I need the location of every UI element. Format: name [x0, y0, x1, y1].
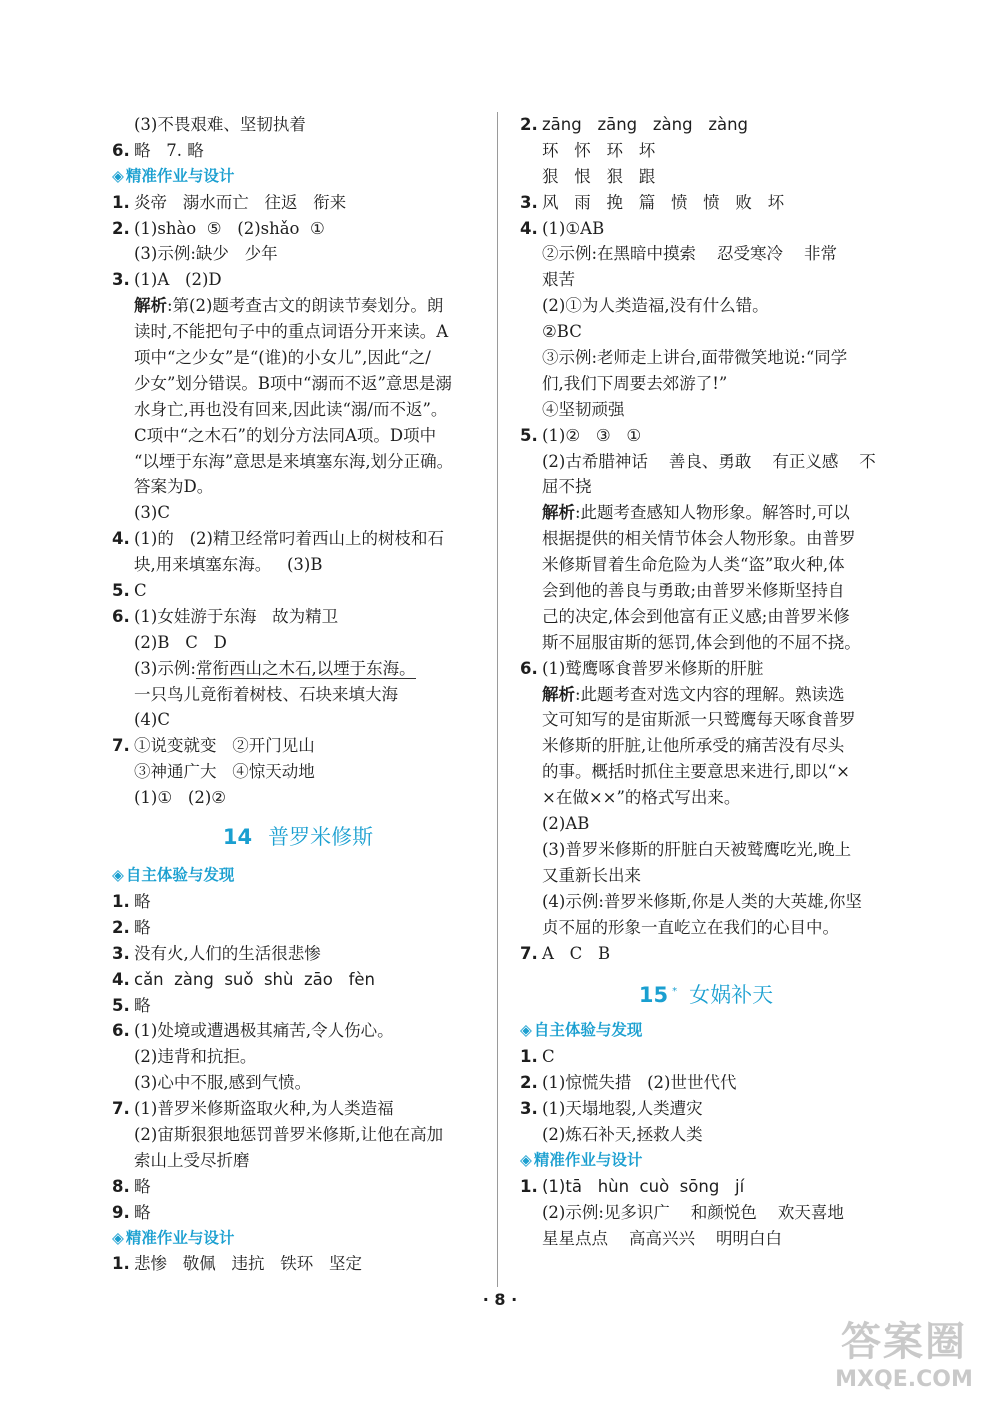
column-divider — [497, 112, 498, 1287]
answer-line — [520, 1044, 892, 1070]
question-number: 7. — [520, 943, 538, 963]
text-line: 狠 恨 狠 跟 — [542, 166, 656, 186]
underlined-text: 常衔西山之木石,以堙于东海。 — [195, 658, 416, 678]
answer-text: (1)天塌地裂,人类遭灾 — [542, 1099, 703, 1119]
text-line: C项中“之木石”的划分方法同A项。D项中 — [134, 425, 437, 445]
text-line: 水身亡,再也没有回来,因此读“溺/而不返”。 — [134, 399, 448, 419]
explanation-text: :第(2)题考查古文的朗读节奏划分。朗 — [167, 296, 444, 316]
text-line: 的事。概括时抓住主要意思来进行,即以“× — [542, 762, 851, 782]
answer-line — [520, 190, 892, 216]
text-line: (2)AB — [542, 814, 590, 834]
question-number: 2. — [112, 917, 130, 937]
text-line: (4)C — [134, 710, 170, 730]
diamond-icon: ◈ — [112, 166, 124, 185]
right-column — [520, 112, 892, 1251]
answer-text: (1)处境或遭遇极其痛苦,令人伤心。 — [134, 1021, 394, 1041]
question-number: 4. — [520, 218, 538, 238]
question-number: 7. — [112, 736, 130, 756]
answer-line — [112, 1174, 484, 1200]
question-number: 3. — [520, 1099, 538, 1119]
text-line: (2)炼石补天,拯救人类 — [542, 1124, 703, 1144]
lesson-number: 15 — [638, 983, 669, 1008]
explanation-text: :此题考查感知人物形象。解答时,可以 — [575, 503, 850, 523]
text-line: (3)C — [134, 503, 170, 523]
pinyin-answer: (1)tā hùn cuò sōng jí — [542, 1176, 745, 1196]
answer-text: 略 — [134, 891, 151, 911]
diamond-icon: ◈ — [520, 1021, 532, 1040]
section-heading-text: 自主体验与发现 — [125, 866, 235, 885]
answer-text: (1)A (2)D — [134, 270, 222, 290]
text-line: 答案为D。 — [134, 477, 214, 497]
explanation-label: 解析 — [542, 684, 575, 704]
question-number: 2. — [520, 1073, 538, 1093]
answer-line — [520, 941, 892, 967]
question-number: 1. — [520, 1176, 538, 1196]
diamond-icon: ◈ — [112, 1228, 124, 1247]
answer-text: 略 7. 略 — [134, 140, 204, 160]
diamond-icon: ◈ — [112, 866, 124, 885]
text-line: 环 怀 环 坏 — [542, 140, 656, 160]
lesson-title — [520, 966, 892, 1018]
answer-text: 风 雨 挽 篇 愤 愤 败 坏 — [542, 192, 785, 212]
question-number: 4. — [112, 529, 130, 549]
answer-text: 没有火,人们的生活很悲惨 — [134, 943, 321, 963]
question-number: 6. — [112, 1021, 130, 1041]
pinyin-answer: cǎn zàng suǒ shù zāo fèn — [134, 969, 375, 989]
explanation-line — [520, 682, 892, 708]
text-line: 们,我们下周要去郊游了!” — [542, 373, 728, 393]
diamond-icon: ◈ — [520, 1150, 532, 1169]
section-heading-text: 精准作业与设计 — [533, 1150, 643, 1169]
answer-line — [520, 1070, 892, 1096]
text-line: (1)① (2)② — [134, 788, 227, 808]
watermark-url: MXQE.COM — [835, 1367, 973, 1392]
answer-line — [112, 267, 484, 293]
question-number: 4. — [112, 969, 130, 989]
text-line: (3)不畏艰难、坚韧执着 — [134, 115, 306, 134]
text-line: ③示例:老师走上讲台,面带微笑地说:“同学 — [542, 348, 848, 368]
section-heading-text: 精准作业与设计 — [125, 1228, 235, 1247]
answer-line — [520, 656, 892, 682]
optional-star: * — [672, 986, 678, 998]
text-line: (2)宙斯狠狠地惩罚普罗米修斯,让他在高加 — [134, 1124, 444, 1144]
text-line: 屈不挠 — [542, 477, 592, 497]
text-line: 根据提供的相关情节体会人物形象。由普罗 — [542, 529, 856, 549]
explanation-line — [112, 293, 484, 319]
text-line: (4)示例:普罗米修斯,你是人类的大英雄,你坚 — [542, 891, 862, 911]
answer-text: (1)普罗米修斯盗取火种,为人类造福 — [134, 1099, 394, 1119]
answer-line — [112, 216, 484, 242]
answer-text: (1)惊慌失措 (2)世世代代 — [542, 1073, 737, 1093]
lesson-name: 女娲补天 — [689, 983, 774, 1008]
answer-line — [520, 216, 892, 242]
text-line: (3)示例:缺少 少年 — [134, 244, 278, 264]
answer-text: (1)shào ⑤ (2)shǎo ① — [134, 218, 325, 238]
question-number: 1. — [112, 192, 130, 212]
answer-text: (1)鹫鹰啄食普罗米修斯的肝脏 — [542, 658, 764, 678]
answer-text: 略 — [134, 1202, 151, 1222]
lesson-number: 14 — [222, 825, 253, 850]
text-line: (2)示例:见多识广 和颜悦色 欢天喜地 — [542, 1202, 844, 1222]
watermark-text: 答案圈 — [841, 1319, 967, 1365]
text-line: 项中“之少女”是“(谁)的小女儿”,因此“之/ — [134, 348, 431, 368]
answer-line — [112, 967, 484, 993]
question-number: 3. — [112, 943, 130, 963]
page-number: · 8 · — [482, 1290, 518, 1309]
answer-line — [112, 1251, 484, 1277]
answer-line — [520, 1096, 892, 1122]
text-line: 贞不屈的形象一直屹立在我们的心目中。 — [542, 917, 839, 937]
text-line: (2)B C D — [134, 632, 227, 652]
answer-line — [112, 578, 484, 604]
text-line: ②BC — [542, 322, 582, 342]
text-line: 艰苦 — [542, 270, 575, 290]
question-number: 6. — [112, 606, 130, 626]
answer-text: (1)女娃游于东海 故为精卫 — [134, 606, 339, 626]
text-line: 又重新长出来 — [542, 865, 641, 885]
example-label: (3)示例: — [134, 658, 196, 678]
question-number: 1. — [520, 1047, 538, 1067]
question-number: 5. — [112, 995, 130, 1015]
text-line: “以堙于东海”意思是来填塞东海,划分正确。 — [134, 451, 454, 471]
question-number: 5. — [520, 425, 538, 445]
text-line: ④坚韧顽强 — [542, 399, 625, 419]
question-number: 7. — [112, 1099, 130, 1119]
answer-text: 略 — [134, 995, 151, 1015]
text-line: 米修斯的肝脏,让他所承受的痛苦没有尽头 — [542, 736, 845, 756]
text-line: ②示例:在黑暗中摸索 忍受寒冷 非常 — [542, 244, 838, 264]
question-number: 2. — [112, 218, 130, 238]
answer-text: A C B — [542, 943, 611, 963]
answer-line — [112, 1018, 484, 1044]
answer-text: (1)的 (2)精卫经常叼着西山上的树枝和石 — [134, 529, 444, 549]
answer-text: C — [134, 581, 147, 601]
text-line: 会到他的善良与勇敢;由普罗米修斯坚持自 — [542, 581, 845, 601]
section-heading — [520, 1018, 892, 1044]
answer-line — [520, 423, 892, 449]
answer-line — [520, 1174, 892, 1200]
answer-text: (1)①AB — [542, 218, 605, 238]
answer-text: 炎帝 溺水而亡 往返 衔来 — [134, 192, 347, 212]
question-number: 9. — [112, 1202, 130, 1222]
section-heading — [112, 164, 484, 190]
answer-line — [112, 1096, 484, 1122]
answer-line — [112, 526, 484, 552]
answer-line — [112, 604, 484, 630]
text-line: (3)普罗米修斯的肝脏白天被鹫鹰吃光,晚上 — [542, 839, 852, 859]
question-number: 3. — [112, 270, 130, 290]
answer-line — [112, 915, 484, 941]
answer-line — [112, 190, 484, 216]
question-number: 5. — [112, 581, 130, 601]
lesson-title — [112, 811, 484, 863]
question-number: 1. — [112, 891, 130, 911]
answer-text: 悲惨 敬佩 违抗 铁环 坚定 — [134, 1254, 362, 1274]
text-line: 索山上受尽折磨 — [134, 1150, 250, 1170]
section-heading-text: 精准作业与设计 — [125, 166, 235, 185]
text-line: (2)违背和抗拒。 — [134, 1047, 257, 1067]
text-line: 一只鸟儿竟衔着树枝、石块来填大海 — [134, 684, 398, 704]
watermark-logo — [815, 1318, 993, 1404]
text-line: 块,用来填塞东海。 (3)B — [134, 555, 323, 575]
explanation-line — [520, 500, 892, 526]
answer-line — [112, 1200, 484, 1226]
text-line: (2)古希腊神话 善良、勇敢 有正义感 不 — [542, 451, 876, 471]
answer-text: 略 — [134, 917, 151, 937]
answer-line — [112, 941, 484, 967]
explanation-label: 解析 — [134, 296, 167, 316]
section-heading — [520, 1148, 892, 1174]
answer-line — [520, 112, 892, 138]
question-number: 2. — [520, 115, 538, 134]
answer-line — [112, 889, 484, 915]
text-line — [112, 656, 484, 682]
question-number: 1. — [112, 1254, 130, 1274]
question-number: 8. — [112, 1176, 130, 1196]
explanation-label: 解析 — [542, 503, 575, 523]
answer-text: 略 — [134, 1176, 151, 1196]
text-line: 米修斯冒着生命危险为人类“盗”取火种,体 — [542, 555, 845, 575]
section-heading — [112, 1226, 484, 1252]
section-heading-text: 自主体验与发现 — [533, 1021, 643, 1040]
text-line: 星星点点 高高兴兴 明明白白 — [542, 1228, 782, 1248]
answer-text: ①说变就变 ②开门见山 — [134, 736, 315, 756]
text-line: (2)①为人类造福,没有什么错。 — [542, 296, 769, 316]
answer-text: (1)② ③ ① — [542, 425, 642, 445]
pinyin-answer: zāng zāng zàng zàng — [542, 115, 749, 134]
text-line: (3)心中不服,感到气愤。 — [134, 1073, 312, 1093]
text-line: 己的决定,体会到他富有正义感;由普罗米修 — [542, 606, 850, 626]
question-number: 3. — [520, 192, 538, 212]
lesson-name: 普罗米修斯 — [268, 825, 374, 850]
left-column — [112, 112, 484, 1277]
text-line: 读时,不能把句子中的重点词语分开来读。A — [134, 322, 449, 342]
text-line: ③神通广大 ④惊天动地 — [134, 762, 315, 782]
text-line: 少女”划分错误。B项中“溺而不返”意思是溺 — [134, 373, 452, 393]
answer-line — [112, 138, 484, 164]
answer-line — [112, 733, 484, 759]
answer-text: C — [542, 1047, 555, 1067]
text-line: 文可知写的是宙斯派一只鹫鹰每天啄食普罗 — [542, 710, 856, 730]
section-heading — [112, 863, 484, 889]
text-line: 斯不屈服宙斯的惩罚,体会到他的不屈不挠。 — [542, 632, 861, 652]
question-number: 6. — [112, 140, 130, 160]
explanation-text: :此题考查对选文内容的理解。熟读选 — [575, 684, 845, 704]
text-line: ×在做××”的格式写出来。 — [542, 788, 741, 808]
question-number: 6. — [520, 658, 538, 678]
answer-line — [112, 993, 484, 1019]
